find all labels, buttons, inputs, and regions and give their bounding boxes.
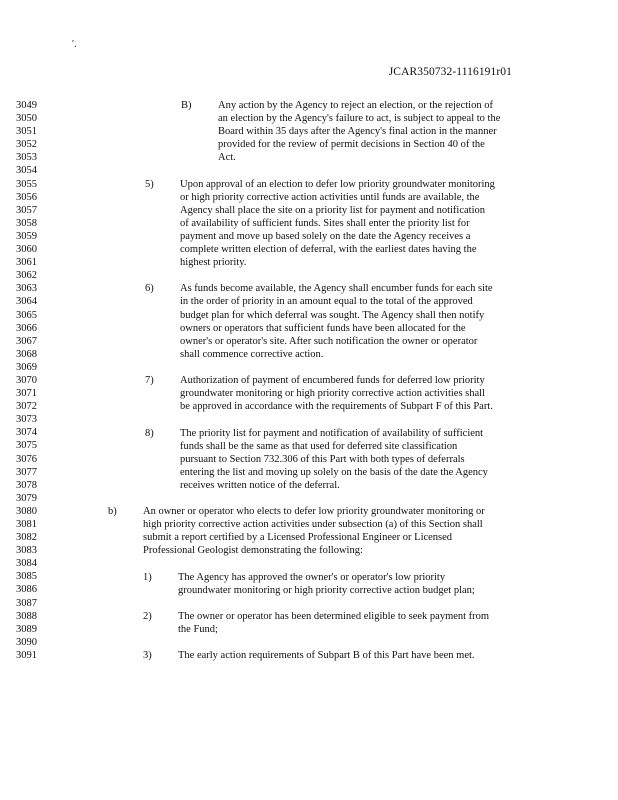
paragraph-label: B)	[181, 100, 192, 111]
text-line: owner's or operator's site. After such notification the owner or operator	[180, 335, 478, 347]
line-number: 3066	[16, 322, 37, 334]
line-number: 3077	[16, 466, 37, 478]
line-number: 3076	[16, 453, 37, 465]
paragraph-text	[180, 427, 570, 492]
line-number: 3081	[16, 519, 37, 530]
text-line: owners or operators that sufficient funds have been allocated for the	[180, 322, 466, 334]
line-number: 3072	[16, 401, 37, 413]
text-line: high priority corrective action activities under subsection (a) of this Section shall	[143, 519, 483, 531]
line-number: 3053	[16, 152, 37, 164]
line-number: 3055	[16, 178, 37, 190]
line-number: 3070	[16, 374, 37, 386]
paragraph-text	[180, 374, 570, 413]
line-number: 3079	[16, 492, 37, 504]
line-number: 3071	[16, 388, 37, 400]
line-number: 3074	[16, 427, 37, 439]
paragraph-label: 5)	[145, 178, 154, 190]
paragraph-label: 3)	[143, 650, 152, 662]
paragraph-label: 6)	[145, 283, 154, 295]
line-number: 3052	[16, 139, 37, 151]
text-line: Authorization of payment of encumbered funds for deferred low priority	[180, 375, 485, 387]
text-line: payment and move up based solely on the date the Agency receives a	[180, 230, 471, 242]
line-number-column	[16, 99, 60, 662]
text-line: Professional Geologist demonstrating the following:	[143, 545, 363, 557]
text-line: The priority list for payment and notification of availability of sufficient	[180, 427, 484, 439]
paragraph-text	[178, 610, 573, 636]
line-number: 3050	[16, 113, 37, 125]
text-line: The owner or operator has been determined eligible to seek payment from	[178, 610, 490, 622]
line-number: 3049	[16, 100, 37, 111]
paragraph-text	[178, 649, 573, 662]
line-number: 3063	[16, 283, 37, 295]
line-number: 3083	[16, 545, 37, 557]
text-line: Agency shall place the site on a priority list for payment and notification	[180, 204, 485, 216]
paragraph-label: b)	[108, 506, 117, 518]
line-number: 3068	[16, 348, 37, 360]
text-line: The early action requirements of Subpart B of this Part have been met.	[178, 650, 475, 662]
paragraph-label: 7)	[145, 375, 154, 387]
line-number: 3085	[16, 571, 37, 583]
paragraph-text	[180, 282, 570, 361]
line-number: 3088	[16, 610, 37, 622]
line-number: 3090	[16, 636, 37, 648]
paragraph-text	[180, 178, 570, 270]
text-line: complete written election of deferral, with the earliest dates having the	[180, 244, 477, 256]
text-line: provided for the review of permit decisions in Section 40 of the	[218, 139, 485, 151]
text-line: receives written notice of the deferral.	[180, 479, 340, 491]
line-number: 3064	[16, 296, 37, 308]
line-number: 3086	[16, 584, 37, 596]
line-number: 3059	[16, 230, 37, 242]
text-line: highest priority.	[180, 257, 247, 269]
paragraph-label: 8)	[145, 427, 154, 439]
line-number: 3080	[16, 505, 37, 517]
paragraph-label: 2)	[143, 610, 152, 622]
line-number: 3089	[16, 623, 37, 635]
line-number: 3054	[16, 165, 37, 177]
text-line: Any action by the Agency to reject an election, or the rejection of	[218, 100, 493, 111]
text-line: groundwater monitoring or high priority corrective action budget plan;	[178, 584, 475, 596]
line-number: 3069	[16, 361, 37, 373]
text-line: of availability of sufficient funds. Sites shall enter the priority list for	[180, 217, 470, 229]
line-number: 3078	[16, 479, 37, 491]
text-line: the Fund;	[178, 623, 218, 635]
text-line: groundwater monitoring or high priority corrective action activities shall	[180, 388, 485, 400]
text-line: An owner or operator who elects to defer low priority groundwater monitoring or	[143, 506, 485, 518]
paragraph-text	[178, 571, 573, 597]
line-number: 3067	[16, 335, 37, 347]
line-number: 3065	[16, 309, 37, 321]
paragraph-text	[218, 99, 568, 164]
line-number: 3058	[16, 217, 37, 229]
line-number: 3091	[16, 649, 37, 661]
text-line: Board within 35 days after the Agency's final action in the manner	[218, 126, 497, 138]
text-line: Upon approval of an election to defer low priority groundwater monitoring	[180, 178, 495, 190]
text-line: pursuant to Section 732.306 of this Part with both types of deferrals	[180, 453, 465, 465]
corner-mark: '.	[72, 38, 77, 50]
text-line: Act.	[218, 152, 236, 164]
header-code: JCAR350732-1116191r01	[388, 66, 512, 78]
text-line: The Agency has approved the owner's or operator's low priority	[178, 571, 446, 583]
text-line: As funds become available, the Agency shall encumber funds for each site	[180, 283, 493, 295]
text-line: budget plan for which deferral was sought. The Agency shall then notify	[180, 309, 485, 321]
line-number: 3061	[16, 257, 37, 269]
line-number: 3057	[16, 204, 37, 216]
line-number: 3087	[16, 597, 37, 609]
line-number: 3060	[16, 244, 37, 256]
text-line: an election by the Agency's failure to act, is subject to appeal to the	[218, 113, 501, 125]
text-line: funds shall be the same as that used for deferred site classification	[180, 440, 458, 452]
text-line: submit a report certified by a Licensed Professional Engineer or Licensed	[143, 532, 453, 544]
line-number: 3075	[16, 440, 37, 452]
paragraph-label: 1)	[143, 571, 152, 583]
text-line: or high priority corrective action activities until funds are available, the	[180, 191, 480, 203]
line-number: 3082	[16, 532, 37, 544]
line-number: 3062	[16, 270, 37, 282]
line-number: 3051	[16, 126, 37, 138]
text-line: shall commence corrective action.	[180, 348, 324, 360]
line-number: 3056	[16, 191, 37, 203]
text-line: in the order of priority in an amount equal to the total of the approved	[180, 296, 473, 308]
text-line: entering the list and moving up solely on the basis of the date the Agency	[180, 466, 488, 478]
line-number: 3084	[16, 558, 37, 570]
paragraph-text	[143, 505, 573, 557]
text-line: be approved in accordance with the requirements of Subpart F of this Part.	[180, 401, 493, 413]
line-number: 3073	[16, 414, 37, 426]
